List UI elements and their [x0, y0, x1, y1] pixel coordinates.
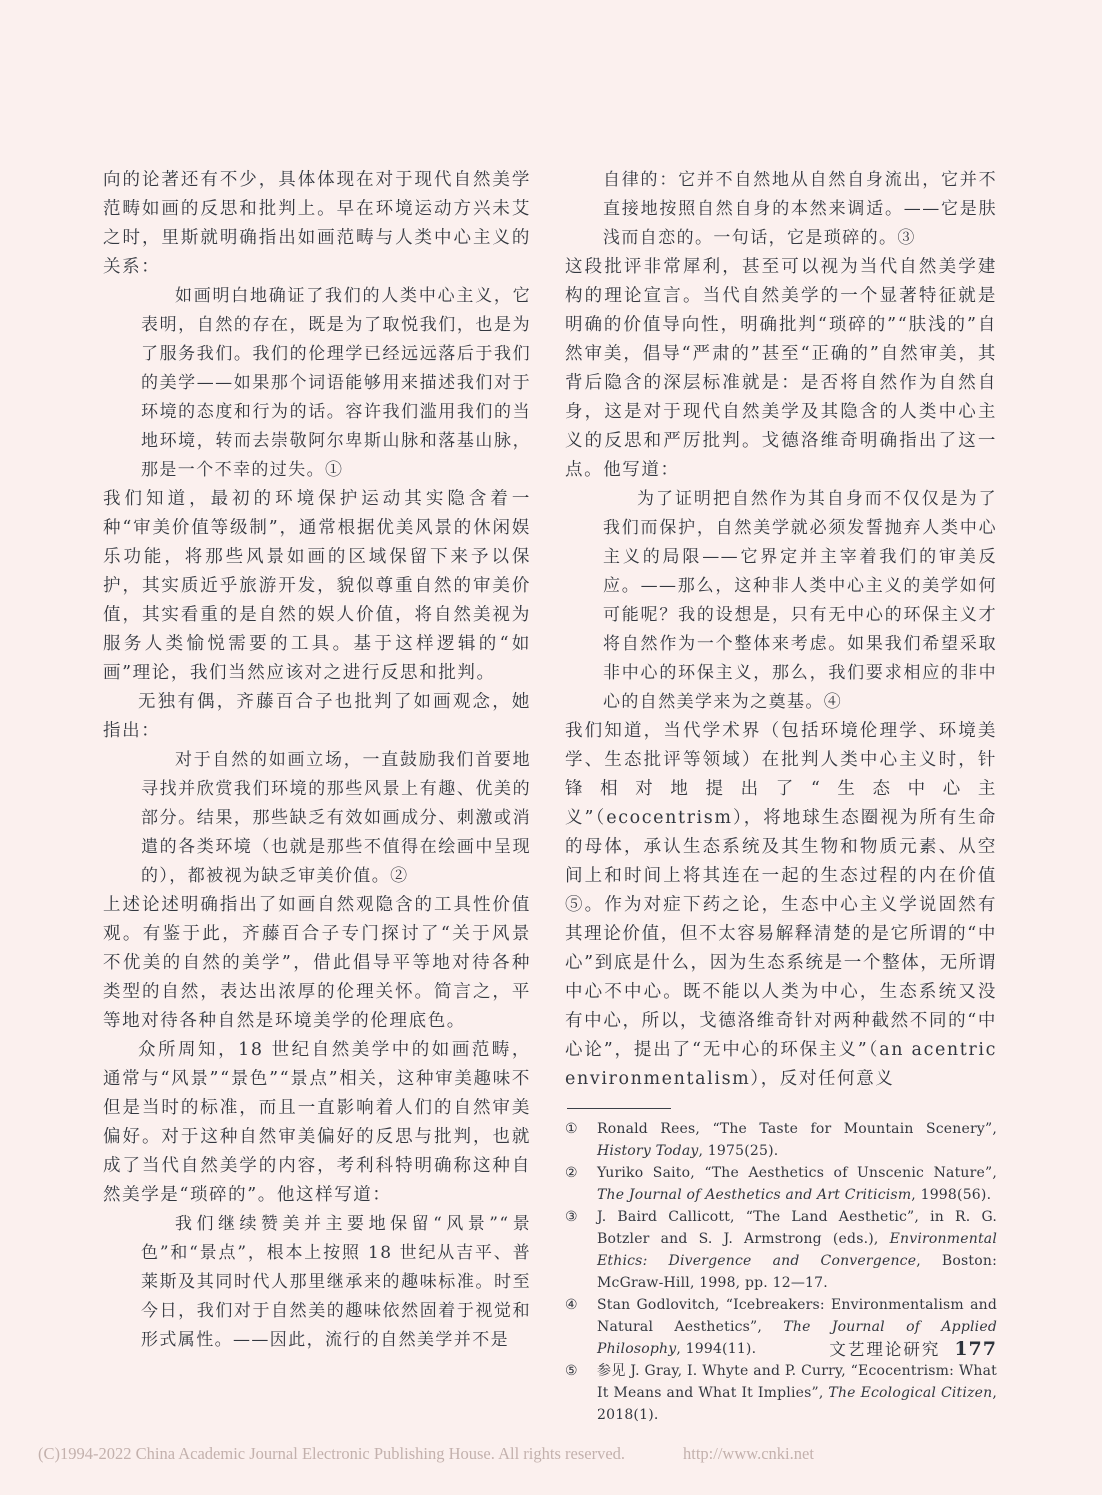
body-paragraph: 无独有偶，齐藤百合子也批判了如画观念，她指出：	[103, 692, 531, 741]
footnote-book-title: Environmental Ethics: Divergence and Convergence	[597, 1231, 997, 1269]
quote-block: 我们继续赞美并主要地保留“风景”“景色”和“景点”，根本上按照 18 世纪从吉平、普莱斯及其同时代人那里继承来的趣味标准。时至今日，我们对于自然美的趣味依然固着于视觉和形式属性。——因此，流行的自然美学并不是	[141, 1214, 531, 1350]
footnote-citation: Stan Godlovitch, “Icebreakers: Environmentalism and Natural Aesthetics”,	[597, 1297, 997, 1335]
footnote-citation: , 1998(56).	[911, 1187, 992, 1203]
footnote-citation: Yuriko Saito, “The Aesthetics of Unscenic Nature”,	[597, 1165, 997, 1181]
right-column	[565, 166, 997, 1426]
page-footer	[829, 1336, 997, 1360]
footnote-separator-rule	[567, 1108, 671, 1109]
footnote-citation: Ronald Rees, “The Taste for Mountain Scenery”,	[597, 1121, 997, 1137]
footnote-text	[597, 1360, 997, 1426]
quote-block: 为了证明把自然作为其自身而不仅仅是为了我们而保护，自然美学就必须发誓抛弃人类中心主义的局限——它界定并主宰着我们的审美反应。——那么，这种非人类中心主义的美学如何可能呢？我的设想是，只有无中心的环保主义才将自然作为一个整体来考虑。如果我们希望采取非中心的环保主义，那么，我们要求相应的非中心的自然美学来为之奠基。④	[603, 489, 997, 712]
body-paragraph: 这段批评非常犀利，甚至可以视为当代自然美学建构的理论宣言。当代自然美学的一个显著特征就是明确的价值导向性，明确批判“琐碎的”“肤浅的”自然审美，倡导“严肃的”甚至“正确的”自然审美，其背后隐含的深层标准就是：是否将自然作为自然自身，这是对于现代自然美学及其隐含的人类中心主义的反思和严厉批判。戈德洛维奇明确指出了这一点。他写道：	[565, 257, 997, 480]
footnote-marker: ②	[565, 1165, 578, 1181]
footnote-marker: ③	[565, 1209, 578, 1225]
journal-title: 文艺理论研究	[829, 1340, 941, 1359]
copyright-line	[38, 1444, 1078, 1464]
footnote-item	[565, 1360, 997, 1426]
footnote-journal-title: History Today	[597, 1143, 699, 1159]
footnote-marker: ①	[565, 1121, 578, 1137]
footnote-journal-title: The Journal of Aesthetics and Art Criticism	[597, 1187, 912, 1203]
quote-block: 对于自然的如画立场，一直鼓励我们首要地寻找并欣赏我们环境的那些风景上有趣、优美的部分。结果，那些缺乏有效如画成分、刺激或消遣的各类环境（也就是那些不值得在绘画中呈现的），都被视为缺乏审美价值。②	[141, 750, 531, 886]
footnote-citation: , 1975(25).	[698, 1143, 779, 1159]
body-paragraph: 上述论述明确指出了如画自然观隐含的工具性价值观。有鉴于此，齐藤百合子专门探讨了“关于风景不优美的自然的美学”，借此倡导平等地对待各种类型的自然，表达出浓厚的伦理关怀。简言之，平等地对待各种自然是环境美学的伦理底色。	[103, 895, 531, 1031]
footnote-marker: ④	[565, 1297, 578, 1313]
left-column	[103, 166, 531, 1426]
body-paragraph: 我们知道，最初的环境保护运动其实隐含着一种“审美价值等级制”，通常根据优美风景的休闲娱乐功能，将那些风景如画的区域保留下来予以保护，其实质近乎旅游开发，貌似尊重自然的审美价值，其实看重的是自然的娱人价值，将自然美视为服务人类愉悦需要的工具。基于这样逻辑的“如画”理论，我们当然应该对之进行反思和批判。	[103, 489, 531, 683]
footnote-citation: , 1994(11).	[676, 1341, 757, 1357]
page-number: 177	[954, 1338, 997, 1360]
footnote-item	[565, 1162, 997, 1206]
body-paragraph: 众所周知，18 世纪自然美学中的如画范畴，通常与“风景”“景色”“景点”相关，这种审美趣味不但是当时的标准，而且一直影响着人们的自然审美偏好。对于这种自然审美偏好的反思与批判，也就成了当代自然美学的内容，考利科特明确称这种自然美学是“琐碎的”。他这样写道：	[103, 1040, 531, 1205]
footnote-journal-title: The Journal of Applied Philosophy	[597, 1319, 997, 1357]
body-paragraph: 向的论著还有不少，具体体现在对于现代自然美学范畴如画的反思和批判上。早在环境运动方兴未艾之时，里斯就明确指出如画范畴与人类中心主义的关系：	[103, 170, 531, 277]
footnote-journal-title: The Ecological Citizen	[828, 1385, 993, 1401]
footnote-citation: J. Baird Callicott, “The Land Aesthetic”, in R. G. Botzler and S. J. Armstrong (eds.),	[597, 1209, 997, 1247]
footnote-text	[597, 1206, 997, 1294]
footnote-citation: , 2018(1).	[597, 1385, 997, 1423]
footnote-item	[565, 1118, 997, 1162]
copyright-text: (C)1994-2022 China Academic Journal Electronic Publishing House. All rights reserved.	[38, 1444, 626, 1463]
footnote-item	[565, 1206, 997, 1294]
two-column-text-area	[103, 166, 997, 1426]
footnote-text	[597, 1118, 997, 1162]
quote-block-continuation: 自律的：它并不自然地从自然自身流出，它并不直接地按照自然自身的本然来调适。——它是肤浅而自恋的。一句话，它是琐碎的。③	[603, 170, 997, 248]
footnote-citation: , Boston: McGraw-Hill, 1998, pp. 12—17.	[597, 1253, 997, 1291]
footnote-list	[565, 1118, 997, 1426]
footnote-text	[597, 1162, 997, 1206]
footnote-marker: ⑤	[565, 1363, 578, 1379]
copyright-url: http://www.cnki.net	[683, 1444, 814, 1463]
quote-block: 如画明白地确证了我们的人类中心主义，它表明，自然的存在，既是为了取悦我们，也是为了服务我们。我们的伦理学已经远远落后于我们的美学——如果那个词语能够用来描述我们对于环境的态度和行为的话。容许我们滥用我们的当地环境，转而去崇敬阿尔卑斯山脉和落基山脉，那是一个不幸的过失。①	[141, 286, 531, 480]
body-paragraph: 我们知道，当代学术界（包括环境伦理学、环境美学、生态批评等领域）在批判人类中心主义时，针锋相对地提出了“生态中心主义”（ecocentrism），将地球生态圈视为所有生命的母体，承认生态系统及其生物和物质元素、从空间上和时间上将其连在一起的生态过程的内在价值⑤。作为对症下药之论，生态中心主义学说固然有其理论价值，但不太容易解释清楚的是它所谓的“中心”到底是什么，因为生态系统是一个整体，无所谓中心不中心。既不能以人类为中心，生态系统又没有中心，所以，戈德洛维奇针对两种截然不同的“中心论”，提出了“无中心的环保主义”（an acentric environmentalism），反对任何意义	[565, 721, 997, 1089]
footnote-citation: 参见 J. Gray, I. Whyte and P. Curry, “Ecocentrism: What It Means and What It Implies”,	[597, 1363, 997, 1401]
